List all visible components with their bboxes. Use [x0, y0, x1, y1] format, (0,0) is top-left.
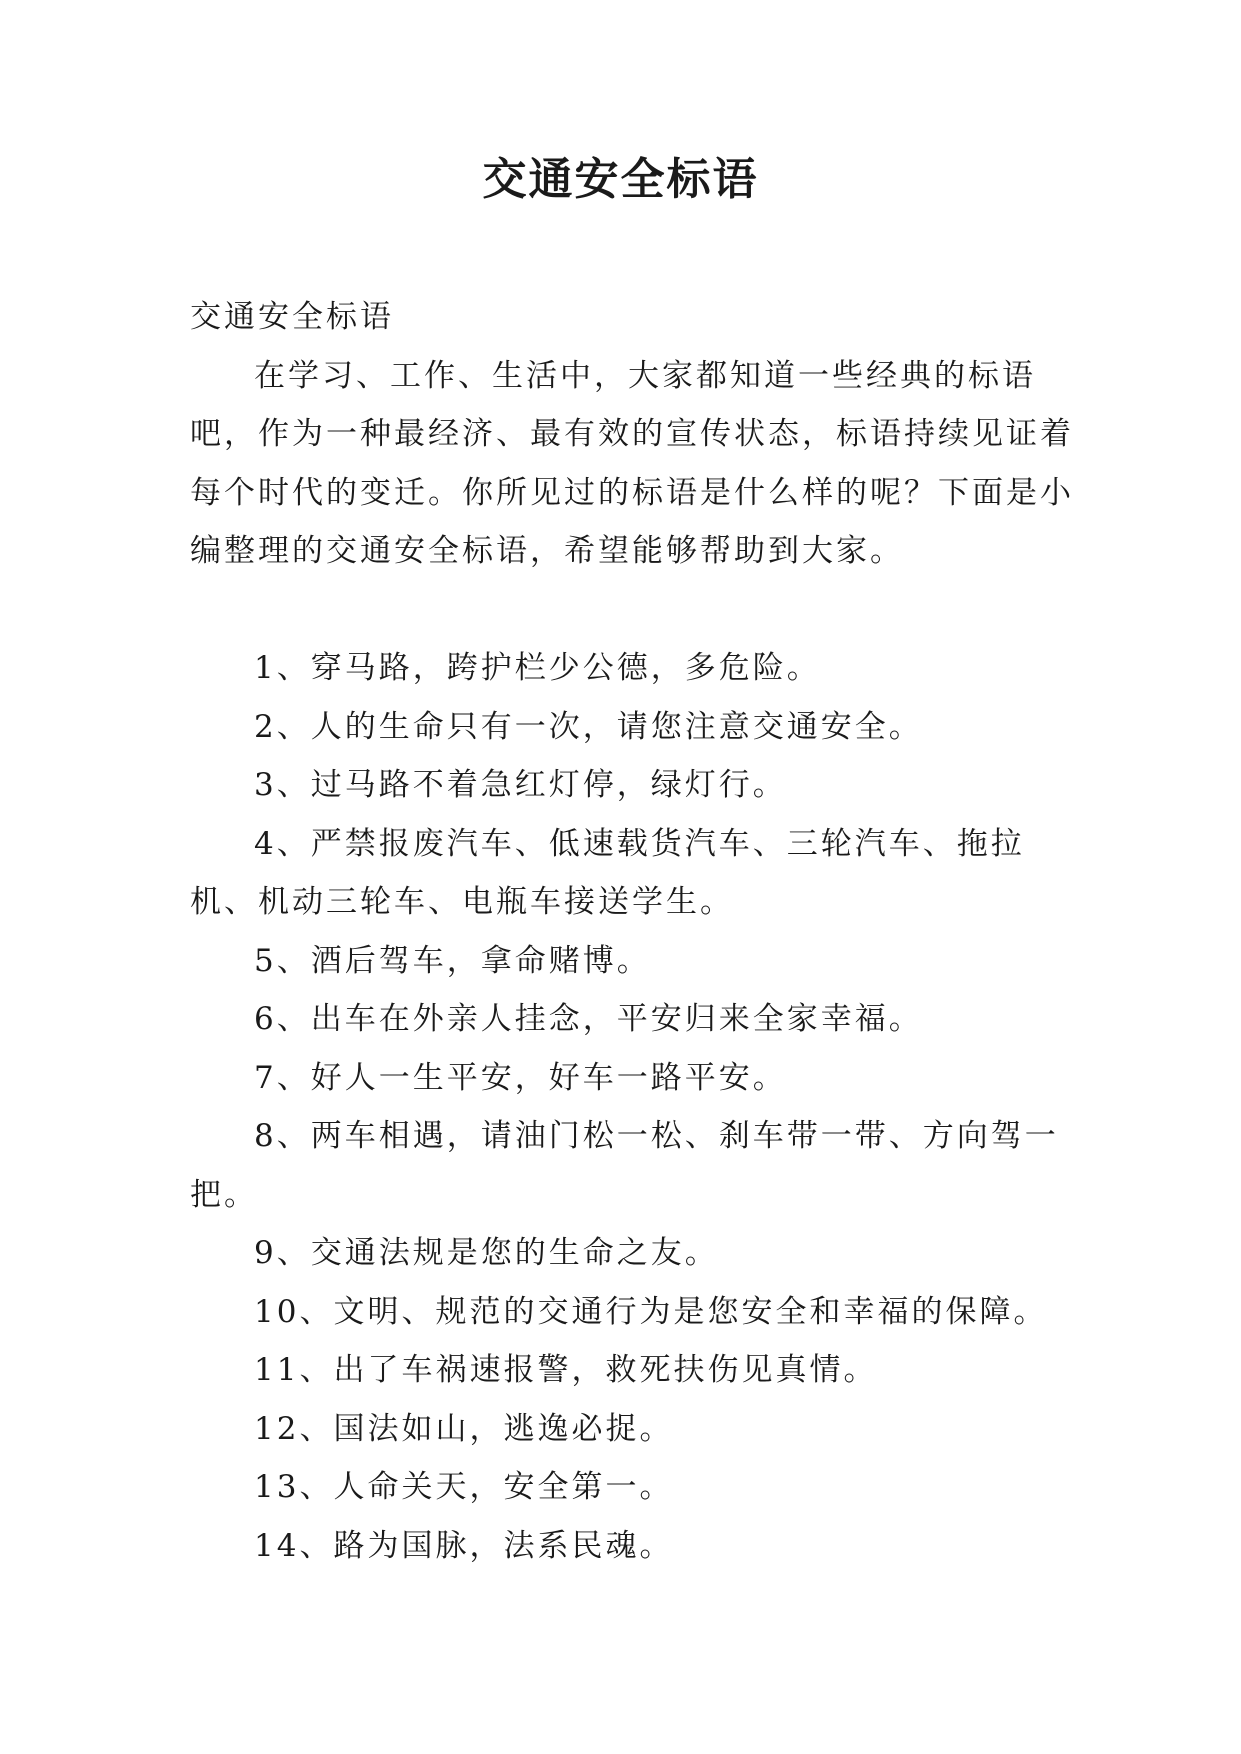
slogan-item: 4、严禁报废汽车、低速载货汽车、三轮汽车、拖拉机、机动三轮车、电瓶车接送学生。 — [190, 825, 1025, 920]
slogan-item: 12、国法如山，逃逸必捉。 — [254, 1410, 674, 1447]
slogan-item: 1、穿马路，跨护栏少公德，多危险。 — [254, 650, 821, 686]
slogan-item: 11、出了车祸速报警，救死扶伤见真情。 — [254, 1352, 878, 1388]
slogan-item: 3、过马路不着急红灯停，绿灯行。 — [254, 767, 787, 803]
paragraph-spacer — [190, 581, 1080, 640]
document-subtitle: 交通安全标语 — [190, 299, 394, 335]
slogan-item: 6、出车在外亲人挂念，平安归来全家幸福。 — [254, 1001, 923, 1037]
slogan-item: 2、人的生命只有一次，请您注意交通安全。 — [254, 708, 923, 745]
slogan-list — [190, 639, 1080, 1575]
document-body — [190, 288, 1080, 1575]
slogan-item: 9、交通法规是您的生命之友。 — [254, 1235, 719, 1271]
document-title: 交通安全标语 — [482, 154, 759, 205]
intro-paragraph: 在学习、工作、生活中，大家都知道一些经典的标语吧，作为一种最经济、最有效的宣传状态，标语持续见证着每个时代的变迁。你所见过的标语是什么样的呢？下面是小编整理的交通安全标语，希望能够帮助到大家。 — [190, 357, 1074, 569]
slogan-item: 10、文明、规范的交通行为是您安全和幸福的保障。 — [254, 1293, 1048, 1330]
slogan-item: 5、酒后驾车，拿命赌博。 — [254, 942, 651, 979]
slogan-item: 7、好人一生平安，好车一路平安。 — [254, 1059, 787, 1096]
slogan-item: 14、路为国脉，法系民魂。 — [254, 1527, 674, 1564]
slogan-item: 8、两车相遇，请油门松一松、刹车带一带、方向驾一把。 — [190, 1118, 1059, 1213]
slogan-item: 13、人命关天，安全第一。 — [254, 1469, 674, 1505]
